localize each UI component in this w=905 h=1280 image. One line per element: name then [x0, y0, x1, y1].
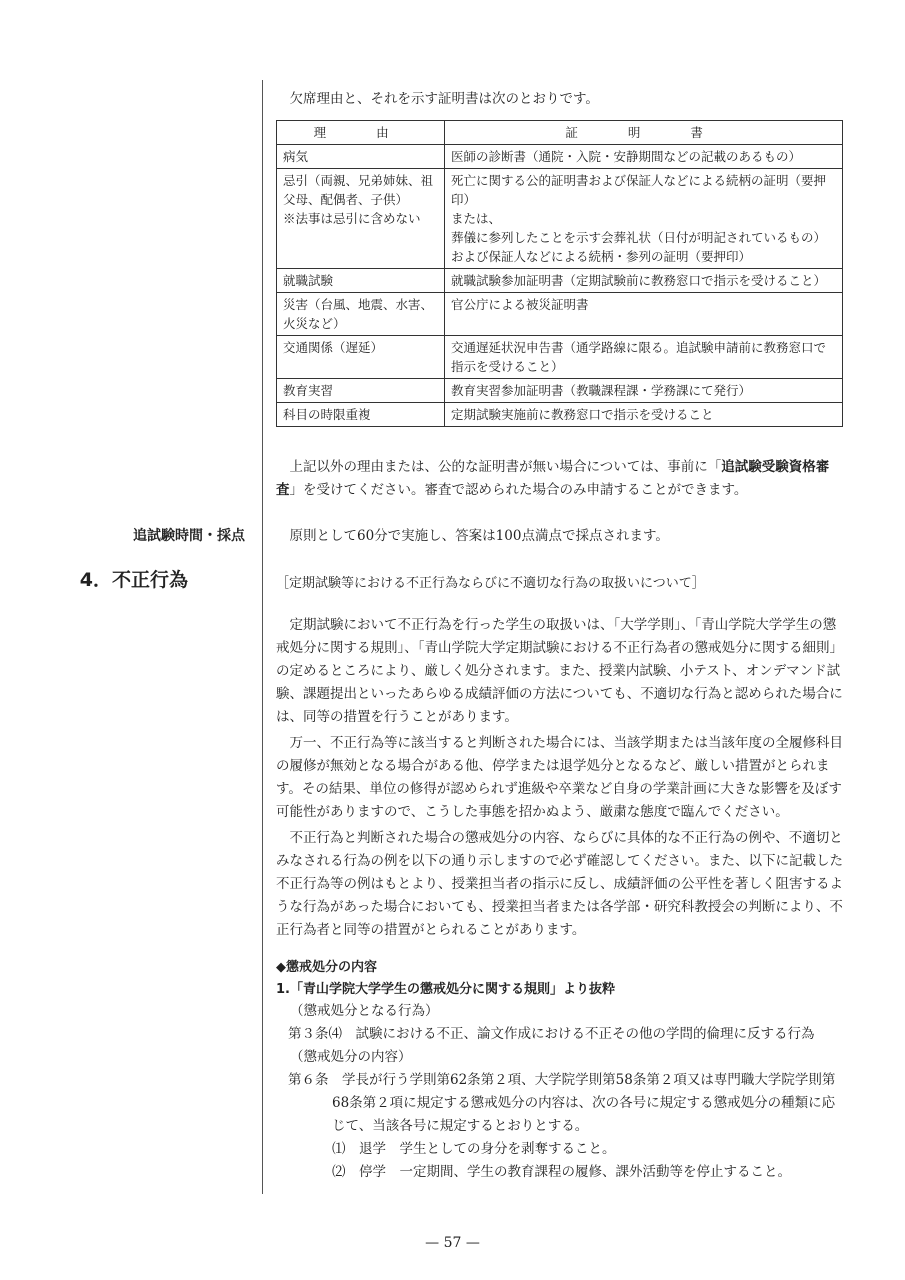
reason-line: 交通関係（遅延） [283, 340, 384, 355]
certificate-line: 死亡に関する公的証明書および保証人などによる続柄の証明（要押印） [451, 173, 827, 207]
paragraph-2: 万一、不正行為等に該当すると判断された場合には、当該学期または当該年度の全履修科目の履修が無効となる場合がある他、停学または退学処分となるなど、厳しい措置がとられます。その結果、単位の修得が認められず進級や卒業など自身の学業計画に大きな影響を及ぼす可能性がありますので、こうした事態を招かぬよう、厳粛な態度で臨んでください。 [276, 735, 843, 820]
certificate-line: 就職試験参加証明書（定期試験前に教務窓口で指示を受けること） [451, 273, 827, 288]
vertical-divider [262, 80, 263, 1194]
certificate-line: 葬儀に参列したことを示す会葬礼状（日付が明記されているもの）および保証人などによる続柄・参列の証明（要押印） [451, 230, 827, 264]
rule-subheading-content: （懲戒処分の内容） [290, 1049, 412, 1065]
reason-cell [277, 269, 445, 293]
certificate-cell [445, 145, 843, 169]
reason-line: 忌引（両親、兄弟姉妹、祖父母、配偶者、子供） [283, 173, 434, 207]
header-reason: 理 由 [277, 121, 445, 145]
reason-line: 就職試験 [283, 273, 334, 288]
table-row [277, 403, 843, 427]
table-header-row [277, 121, 843, 145]
table-row [277, 336, 843, 379]
reason-cell [277, 379, 445, 403]
certificate-cell [445, 379, 843, 403]
article-6-item-1: ⑴ 退学 学生としての身分を剥奪すること。 [332, 1141, 616, 1157]
reason-cell [277, 403, 445, 427]
discipline-heading: ◆懲戒処分の内容 [276, 960, 377, 975]
after-table-text: 上記以外の理由または、公的な証明書が無い場合については、事前に「追試験受験資格審査」を受けてください。審査で認められた場合のみ申請することができます。 [276, 459, 830, 498]
reason-cell [277, 336, 445, 379]
table-row [277, 169, 843, 269]
certificate-line: 教育実習参加証明書（教職課程課・学務課にて発行） [451, 383, 752, 398]
rule-subheading-acts: （懲戒処分となる行為） [290, 1003, 439, 1019]
article-6-body: 68条第２項に規定する懲戒処分の内容は、次の各号に規定する懲戒処分の種類に応じて、当該各号に規定するとおりとする。 [332, 1095, 836, 1134]
table-row [277, 379, 843, 403]
article-6-first-line: 第６条 学長が行う学則第62条第２項、大学院学則第58条第２項又は専門職大学院学則第 [288, 1072, 836, 1088]
certificate-cell [445, 336, 843, 379]
certificate-line: または、 [451, 211, 502, 226]
paragraph-1: 定期試験において不正行為を行った学生の取扱いは、「大学学則」、「青山学院大学学生の懲戒処分に関する規則」、「青山学院大学定期試験における不正行為者の懲戒処分に関する細則」の定めるところにより、厳しく処分されます。また、授業内試験、小テスト、オンデマンド試験、課題提出といったあらゆる成績評価の方法についても、不適切な行為と認められた場合には、同等の措置を行うことがあります。 [276, 617, 843, 725]
certificate-cell [445, 269, 843, 293]
reason-line: ※法事は忌引に含めない [283, 211, 421, 226]
certificate-line: 官公庁による被災証明書 [451, 297, 589, 312]
reason-cell [277, 293, 445, 336]
eligibility-review-term: 追試験受験資格審査 [276, 459, 830, 498]
certificate-cell [445, 169, 843, 269]
certificate-line: 交通遅延状況申告書（通学路線に限る。追試験申請前に教務窓口で指示を受けること） [451, 340, 827, 374]
side-label-time-scoring: 追試験時間・採点 [133, 528, 245, 544]
section-heading: 4．不正行為 [79, 569, 188, 591]
page-number: — 57 — [425, 1235, 480, 1251]
rule-heading: 1.「青山学院大学学生の懲戒処分に関する規則」より抜粋 [276, 982, 615, 997]
certificate-cell [445, 403, 843, 427]
table-row [277, 145, 843, 169]
reason-line: 災害（台風、地震、水害、火災など） [283, 297, 434, 331]
reason-line: 病気 [283, 149, 309, 164]
article-6-item-2: ⑵ 停学 一定期間、学生の教育課程の履修、課外活動等を停止すること。 [332, 1164, 791, 1180]
article-3: 第３条⑷ 試験における不正、論文作成における不正その他の学問的倫理に反する行為 [288, 1026, 815, 1042]
intro-text: 欠席理由と、それを示す証明書は次のとおりです。 [289, 91, 599, 107]
certificate-cell [445, 293, 843, 336]
header-certificate: 証 明 書 [445, 121, 843, 145]
time-scoring-text: 原則として60分で実施し、答案は100点満点で採点されます。 [289, 528, 669, 544]
table-row [277, 269, 843, 293]
body-paragraphs [276, 614, 844, 942]
section-subtitle: ［定期試験等における不正行為ならびに不適切な行為の取扱いについて］ [276, 576, 705, 591]
reason-line: 科目の時限重複 [283, 407, 371, 422]
reason-line: 教育実習 [283, 383, 334, 398]
certificate-line: 定期試験実施前に教務窓口で指示を受けること [451, 407, 714, 422]
paragraph-3: 不正行為と判断された場合の懲戒処分の内容、ならびに具体的な不正行為の例や、不適切とみなされる行為の例を以下の通り示しますので必ず確認してください。また、以下に記載した不正行為等の例はもとより、授業担当者の指示に反し、成績評価の公平性を著しく阻害するような行為があった場合においても、授業担当者または各学部・研究科教授会の判断により、不正行為者と同等の措置がとられることがあります。 [276, 830, 843, 938]
table-row [277, 293, 843, 336]
certificate-line: 医師の診断書（通院・入院・安静期間などの記載のあるもの） [451, 149, 802, 164]
reason-cell [277, 145, 445, 169]
reason-cell [277, 169, 445, 269]
reason-certificate-table [276, 120, 843, 427]
rule-excerpt [276, 1000, 844, 1184]
